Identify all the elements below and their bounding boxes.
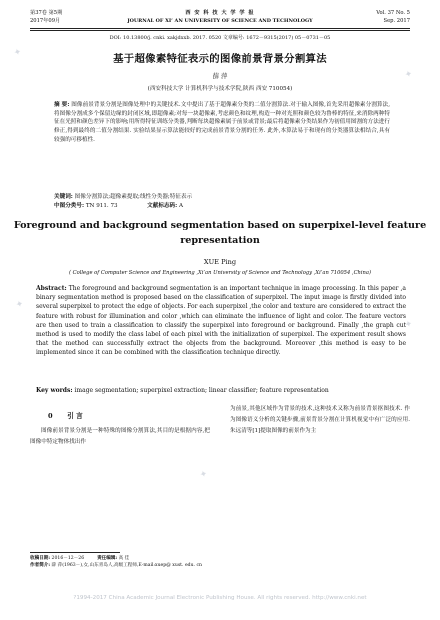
body-column-right: 为前景,其他区域作为背景的技术,这种技术又称为前景背景抠图技术. 作为图像语义分析的关键步骤,前景背景分割在计算机视觉中有广泛的应用. 朱远清等[1]提取图像的前景作为主 <box>230 406 410 434</box>
title-cn: 基于超像素特征表示的图像前景背景分割算法 <box>113 53 327 65</box>
footnote-rule <box>30 552 120 553</box>
watermark-mark: ✦ <box>403 319 414 331</box>
section-number: 0 <box>48 412 53 420</box>
editor-label: 责任编辑: <box>97 556 118 561</box>
abstract-en <box>36 284 406 386</box>
date-cn: 2017年09月 <box>30 18 61 24</box>
received-value: 2016－12－26 <box>51 556 85 561</box>
keywords-cn-label: 关键词: <box>54 194 73 200</box>
abstract-en-label: Abstract: <box>36 285 67 292</box>
abstract-cn-text: 图像前景背景分割是图像处理中的关键技术.文中提出了基于超像素分类的二值分割算法.对于输入图像,首先采用超像素分割算法,将图像分割成多个保留边缘的封闭区域,即超像素;对每一块超像素,考虑颜色和纹理,构造一种对光照和颜色较为鲁棒的特征,来消除两种特征在光照和颜色差异下的影响;用所得特征训练分类器,判断每块超像素属于前景或背景;最后将超像素分类结果作为初值用图割的方法进行修正,得到最终的二值分割结果. 实验结果显示算法能较好的完成前景背景分割的任务. 此外,本算法易于和现有的分类器算法相结合,具有较强的可移植性. <box>54 102 390 143</box>
watermark-mark: ✦ <box>403 69 414 81</box>
author-cn: 薛 萍 <box>212 72 228 80</box>
keywords-en <box>36 386 406 395</box>
doc-code-value: A <box>178 203 184 209</box>
author-bio-label: 作者简介: <box>30 563 51 568</box>
classification-cn <box>54 202 390 211</box>
author-en: XUE Ping <box>203 258 237 266</box>
watermark-mark: ✦ <box>12 47 23 59</box>
section-heading <box>48 410 83 420</box>
journal-title-en: JOURNAL OF XI’ AN UNIVERSITY OF SCIENCE AND TECHNOLOGY <box>127 18 313 24</box>
abstract-en-text: The foreground and background segmentation is an important technique in image processing. In this paper ,a binary segmentation method is proposed based on the classification of superpixel. The input image is firstly divided into several superpixel to protect the edge of objects. For each superpixel ,the color and texture are considered to extract the feature with robust for illumination and color ,which can eliminate the influence of light and color. The feature vectors are then used to train a classification to classify the superpixel into foreground or background. Finally ,the graph cut method is used to modify the class label of each pixel with the initialization of superpixel. The experiment result shows that the method can successfully extract the objects from the background. Moreover ,this method is easy to be implemented since it can be combined with the classification technique directly. <box>36 285 406 357</box>
body-column-left: 图像前景背景分割是一种特殊的图像分割算法,其目的是根据内容,把图像中特定物体找出作 <box>30 428 210 445</box>
doc-code-label: 文献标志码: <box>147 203 178 209</box>
affiliation-cn: (西安科技大学 计算机科学与技术学院,陕西 西安 710054) <box>147 86 293 92</box>
doi-line: DOI: 10.13800/j. cnki. xakjdxxb. 2017. 0520 文章编号: 1672－9315(2017) 05－0731－05 <box>109 35 331 41</box>
volume-issue-cn: 第37卷 第5期 <box>30 10 63 16</box>
keywords-cn-text: 图像分割算法;超像素提取;线性分类器;特征表示 <box>74 194 193 200</box>
journal-title-cn: 西 安 科 技 大 学 学 报 <box>185 10 255 16</box>
watermark-mark: ✦ <box>198 469 209 481</box>
footnote-author <box>30 563 202 570</box>
editor-value: 高 佳 <box>118 556 130 561</box>
footnote-received <box>30 556 129 563</box>
abstract-cn-label: 摘 要: <box>54 102 70 108</box>
header-rule <box>30 28 410 29</box>
header-rule-double <box>30 30 410 31</box>
copyright-footer: ?1994-2017 China Academic Journal Electronic Publishing House. All rights reserved. http://www.cnki.net <box>73 595 367 601</box>
volume-issue-en: Vol. 37 No. 5 <box>376 10 410 16</box>
received-label: 收稿日期: <box>30 556 51 561</box>
title-en: Foreground and background segmentation based on superpixel-level feature representation <box>13 220 427 246</box>
author-bio-value: 薛 萍(1963－),女,山东青岛人,高级工程师,E-mail:xuep@ xust. edu. cn <box>51 563 203 568</box>
clc-label: 中图分类号: <box>54 203 85 209</box>
abstract-cn <box>54 101 390 194</box>
affiliation-en: ( College of Computer Science and Engineering ,Xi’an University of Science and Technology ,Xi’an 710054 ,China) <box>68 270 372 276</box>
clc-value: TN 911. 73 <box>85 203 118 209</box>
keywords-en-label: Key words: <box>36 387 73 394</box>
keywords-cn <box>54 193 390 202</box>
keywords-en-text: image segmentation; superpixel extraction; linear classifier; feature representation <box>74 387 329 394</box>
date-en: Sep. 2017 <box>383 18 410 24</box>
watermark-mark: ✦ <box>14 299 25 311</box>
section-title: 引 言 <box>67 412 83 420</box>
